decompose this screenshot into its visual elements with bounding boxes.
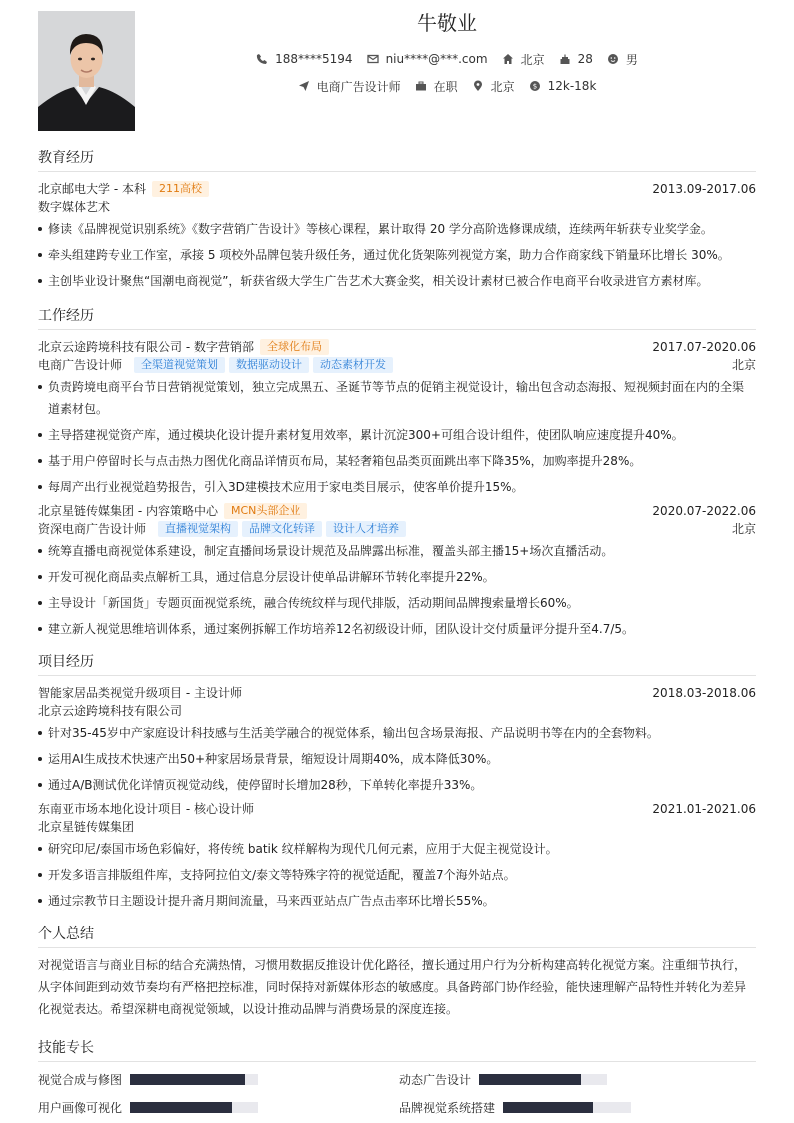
skills-grid: [38, 1070, 756, 1116]
job-location: 北京: [731, 522, 756, 536]
candidate-name: 牛敬业: [417, 11, 477, 35]
phone-number: 188****5194: [275, 52, 353, 66]
education-bullets: [38, 216, 756, 294]
person-photo-icon: [38, 11, 135, 131]
list-item: 通过A/B测试优化详情页视觉动线，使停留时长增加28秒，下单转化率提升33%。: [38, 772, 756, 798]
job-bullets: [38, 374, 756, 500]
skill-item: [38, 1098, 399, 1116]
skill-item: [399, 1098, 756, 1116]
project-name: 东南亚市场本地化设计项目 - 核心设计师: [38, 802, 254, 816]
list-item: 统筹直播电商视觉体系建设，制定直播间场景设计规范及品牌露出标准，覆盖头部主播15+场次直播活动。: [38, 538, 756, 564]
profile-photo: [38, 11, 135, 131]
svg-text:$: $: [532, 82, 537, 91]
list-item: 基于用户停留时长与点击热力图优化商品详情页布局，某轻奢箱包品类页面跳出率下降35%，加购率提升28%。: [38, 448, 756, 474]
work-title: 工作经历: [38, 307, 756, 330]
gender-item: [607, 51, 638, 68]
work-section: [38, 307, 756, 642]
job-role-row: [38, 520, 756, 538]
status-text: 在职: [433, 79, 458, 94]
target-job-item: [298, 78, 401, 95]
target-city-item: [472, 78, 515, 95]
skill-bar: [130, 1074, 258, 1085]
projects-section: [38, 653, 756, 914]
summary-line: 从字体间距到动效节奏均有严格把控标准，同时保持对新媒体形态的敏感度。具备跨部门协作经验，能快速理解产品特性并转化为差异: [38, 980, 747, 994]
skill-bar-fill: [503, 1102, 593, 1113]
skill-tag: 全渠道视觉策划: [134, 357, 225, 373]
skill-tags: [134, 357, 393, 373]
skill-tags: [158, 521, 406, 537]
skill-bar: [479, 1074, 607, 1085]
header-info: [138, 10, 756, 95]
skill-bar: [503, 1102, 631, 1113]
home-icon: [502, 53, 514, 65]
summary-line: 化视觉表达。希望深耕电商视觉领域，以设计推动品牌与消费场景的深度连接。: [38, 1002, 459, 1016]
target-job-text: 电商广告设计师: [316, 79, 401, 94]
list-item: 主导搭建视觉资产库，通过模块化设计提升素材复用效率，累计沉淀300+可组合设计组件，使团队响应速度提升40%。: [38, 422, 756, 448]
project-org: 北京星链传媒集团: [38, 820, 135, 834]
skill-tag: 直播视觉架构: [158, 521, 238, 537]
age-text: 28: [577, 52, 593, 66]
company-line: 北京云途跨境科技有限公司 - 数字营销部: [38, 340, 254, 354]
education-period: 2013.09-2017.06: [652, 182, 756, 196]
city-text: 北京: [520, 52, 545, 67]
phone-item: [256, 52, 352, 66]
job-header-row: [38, 502, 756, 520]
list-item: 每周产出行业视觉趋势报告，引入3D建模技术应用于家电类目展示，使客单价提升15%。: [38, 474, 756, 500]
summary-title: 个人总结: [38, 925, 756, 948]
person-icon: [607, 53, 619, 65]
list-item: 通过宗教节日主题设计提升斋月期间流量，马来西亚站点广告点击率环比增长55%。: [38, 888, 756, 914]
skill-bar-fill: [130, 1074, 245, 1085]
cake-icon: [559, 53, 571, 65]
job-intent-row: [138, 77, 756, 95]
project-org-row: [38, 818, 756, 836]
skill-tag: 动态素材开发: [313, 357, 393, 373]
skills-section: [38, 1039, 756, 1116]
list-item: 负责跨境电商平台节日营销视觉策划，独立完成黑五、圣诞节等节点的促销主视觉设计，输出包含动态海报、短视频封面在内的全渠: [38, 374, 756, 400]
skill-bar-fill: [130, 1102, 232, 1113]
summary-section: [38, 925, 756, 1020]
project-period: 2021.01-2021.06: [652, 802, 756, 816]
projects-title: 项目经历: [38, 653, 756, 676]
list-item: 主导设计「新国货」专题页面视觉系统，融合传统纹样与现代排版，活动期间品牌搜索量增长60%。: [38, 590, 756, 616]
skill-bar-fill: [479, 1074, 581, 1085]
school-line: 北京邮电大学 - 本科: [38, 182, 146, 196]
list-item: 研究印尼/泰国市场色彩偏好，将传统 batik 纹样解构为现代几何元素，应用于大促主视觉设计。: [38, 836, 756, 862]
list-item: 开发可视化商品卖点解析工具，通过信息分层设计使单品讲解环节转化率提升22%。: [38, 564, 756, 590]
skill-tag: 品牌文化转译: [242, 521, 322, 537]
job-period: 2017.07-2020.06: [652, 340, 756, 354]
job-role: 电商广告设计师: [38, 358, 123, 372]
company-tag: 全球化布局: [260, 339, 329, 355]
list-item: 主创毕业设计聚焦“国潮电商视觉”，斩获省级大学生广告艺术大赛金奖，相关设计素材已被合作电商平台收录进官方素材库。: [38, 268, 756, 294]
summary-text: [38, 954, 756, 1020]
education-title: 教育经历: [38, 149, 756, 172]
project-org: 北京云途跨境科技有限公司: [38, 704, 183, 718]
briefcase-icon: [415, 80, 427, 92]
job-period: 2020.07-2022.06: [652, 504, 756, 518]
target-city-text: 北京: [490, 79, 515, 94]
salary-item: [529, 79, 597, 93]
job-role-row: [38, 356, 756, 374]
skill-name: 用户画像可视化: [38, 1100, 123, 1115]
company-tag: MCN头部企业: [224, 503, 307, 519]
phone-icon: [256, 53, 268, 65]
project-bullets: [38, 720, 756, 798]
list-item-continuation: 道素材包。: [48, 402, 109, 416]
city-item: [502, 51, 545, 68]
list-item: 牵头组建跨专业工作室，承接 5 项校外品牌包装升级任务，通过优化货架陈列视觉方案，助力合作商家线下销量环比增长 30%。: [38, 242, 756, 268]
send-icon: [298, 80, 310, 92]
status-item: [415, 78, 458, 95]
skill-name: 视觉合成与修图: [38, 1072, 123, 1087]
project-name: 智能家居品类视觉升级项目 - 主设计师: [38, 686, 242, 700]
skill-name: 动态广告设计: [399, 1072, 472, 1087]
project-header-row: [38, 684, 756, 702]
email-address: niu****@***.com: [385, 52, 488, 66]
project-org-row: [38, 702, 756, 720]
skills-title: 技能专长: [38, 1039, 756, 1062]
skill-name: 品牌视觉系统搭建: [399, 1100, 496, 1115]
list-item: 建立新人视觉思维培训体系，通过案例拆解工作坊培养12名初级设计师，团队设计交付质量评分提升至4.7/5。: [38, 616, 756, 642]
mail-icon: [367, 53, 379, 65]
skill-bar: [130, 1102, 258, 1113]
major-text: 数字媒体艺术: [38, 200, 111, 214]
school-tag: 211高校: [152, 181, 209, 197]
major-row: [38, 198, 756, 216]
skill-tag: 设计人才培养: [326, 521, 406, 537]
location-pin-icon: [472, 80, 484, 92]
project-period: 2018.03-2018.06: [652, 686, 756, 700]
project-header-row: [38, 800, 756, 818]
gender-text: 男: [625, 52, 638, 67]
money-icon: [529, 80, 541, 92]
project-bullets: [38, 836, 756, 914]
contact-row: [138, 50, 756, 68]
skill-tag: 数据驱动设计: [229, 357, 309, 373]
education-header-row: [38, 180, 756, 198]
list-item: 开发多语言排版组件库，支持阿拉伯文/泰文等特殊字符的视觉适配，覆盖7个海外站点。: [38, 862, 756, 888]
job-bullets: [38, 538, 756, 642]
email-item: [367, 52, 488, 66]
summary-line: 对视觉语言与商业目标的结合充满热情，习惯用数据反推设计优化路径，擅长通过用户行为分析构建高转化视觉方案。注重细节执行，: [38, 958, 747, 972]
skill-item: [399, 1070, 756, 1088]
company-line: 北京星链传媒集团 - 内容策略中心: [38, 504, 218, 518]
job-header-row: [38, 338, 756, 356]
list-item: 针对35-45岁中产家庭设计科技感与生活美学融合的视觉体系，输出包含场景海报、产品说明书等在内的全套物料。: [38, 720, 756, 746]
salary-text: 12k-18k: [547, 79, 597, 93]
job-location: 北京: [731, 358, 756, 372]
education-section: [38, 149, 756, 294]
list-item: 运用AI生成技术快速产出50+种家居场景背景，缩短设计周期40%，成本降低30%。: [38, 746, 756, 772]
list-item: 修读《品牌视觉识别系统》《数字营销广告设计》等核心课程，累计取得 20 学分高阶选修课成绩，连续两年斩获专业奖学金。: [38, 216, 756, 242]
age-item: [559, 52, 593, 66]
job-role: 资深电商广告设计师: [38, 522, 147, 536]
skill-item: [38, 1070, 399, 1088]
